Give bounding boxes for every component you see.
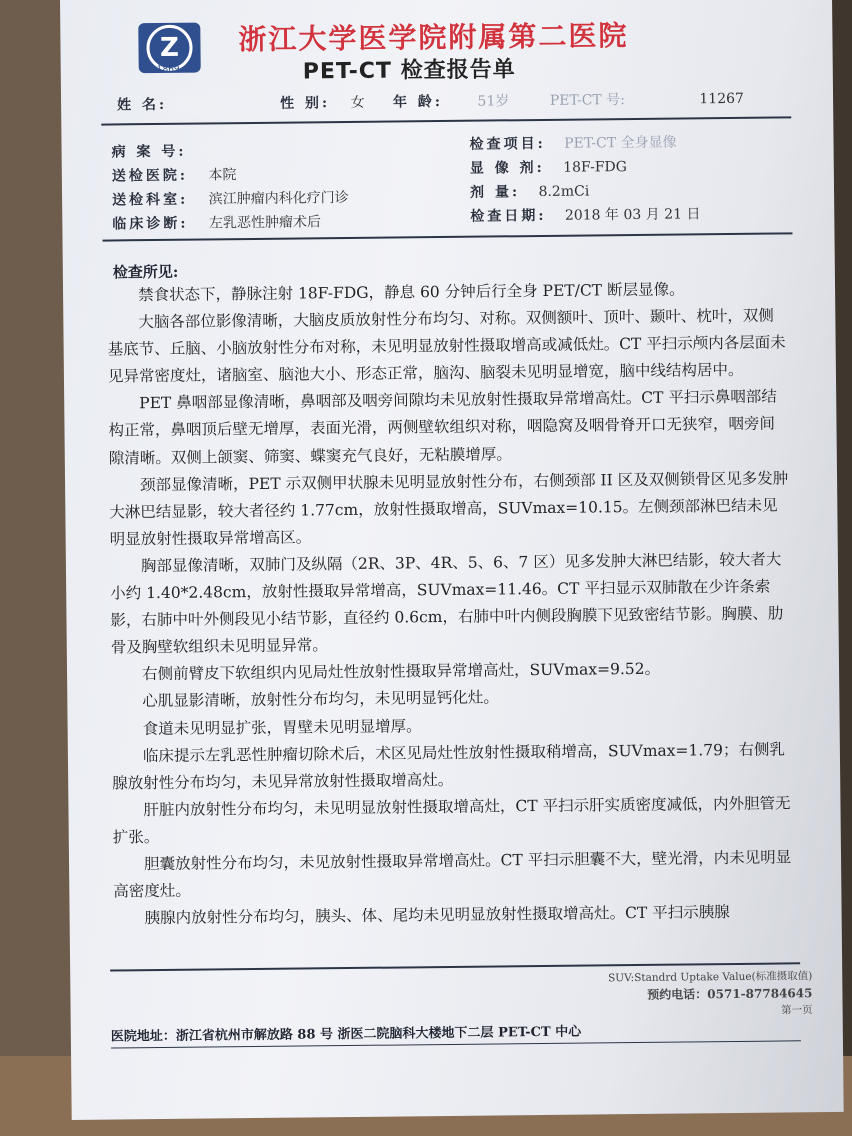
finding-paragraph: 胰腺内放射性分布均匀，胰头、体、尾均未见明显放射性摄取增高灶。CT 平扫示胰腺 (144, 903, 730, 928)
finding-paragraph: 大脑各部位影像清晰，大脑皮质放射性分布均匀、对称。双侧额叶、顶叶、颞叶、枕叶，双侧基底节、丘脑、小脑放射性分布对称，未见明显放射性摄取增高或减低灶。CT 平扫示颅内各层面未见异常密度灶，诸脑室、脑池大小、形态正常，脑沟、脑裂未见明显增宽，脑中线结构居中。 (107, 306, 786, 386)
petct-number: 11267 (699, 90, 744, 108)
item-label: 检查项目: (469, 135, 546, 153)
phone: 预约电话：0571-87784645 (647, 986, 813, 1002)
dose-value: 8.2mCi (538, 183, 590, 200)
gender-label: 性 别: (279, 95, 331, 112)
date-value: 2018 年 03 月 21 日 (564, 206, 701, 224)
gender-value: 女 (350, 94, 365, 111)
finding-paragraph: 右侧前臂皮下软组织内见局灶性放射性摄取异常增高灶，SUVmax=9.52。 (141, 660, 661, 684)
findings-body (107, 275, 794, 932)
case-label: 病 案 号: (111, 143, 187, 161)
dose-label: 剂 量: (469, 184, 521, 201)
name-label: 姓 名: (117, 96, 168, 114)
agent-row (470, 156, 627, 178)
age-value: 51岁 (477, 93, 510, 110)
findings-heading: 检查所见: (112, 262, 179, 282)
agent-label: 显 像 剂: (469, 159, 545, 177)
hospital-row (112, 164, 237, 185)
logo-z-icon: Z (159, 32, 180, 63)
finding-paragraph: 胸部显像清晰，双肺门及纵隔（2R、3P、4R、5、6、7 区）见多发肿大淋巴结影，较大者大小约 1.40*2.48cm，放射性摄取异常增高，SUVmax=11.46。CT 平扫显示双肺散在少许条索影，右肺中叶外侧段见小结节影，直径约 0.6cm，右肺中叶内侧段胸膜下见致密结节影。胸膜、肋骨及胸壁软组织未见明显异常。 (110, 550, 784, 657)
petct-label: PET-CT 号: (549, 92, 625, 109)
hospital-address: 医院地址：浙江省杭州市解放路 88 号 浙医二院脑科大楼地下二层 PET-CT 中心 (110, 1024, 582, 1045)
item-value: PET-CT 全身显像 (564, 134, 677, 152)
finding-paragraph: 肝脏内放射性分布均匀，未见明显放射性摄取增高灶，CT 平扫示肝实质密度减低，内外胆管无扩张。 (112, 794, 791, 847)
logo-year: 1869 (156, 64, 180, 75)
case-redacted (207, 142, 293, 161)
finding-paragraph: 临床提示左乳恶性肿瘤切除术后，术区见局灶性放射性摄取稍增高，SUVmax=1.79；右侧乳腺放射性分布均匀，未见异常放射性摄取增高灶。 (112, 740, 786, 793)
dept-row (112, 187, 349, 209)
patient-row (117, 88, 744, 115)
finding-paragraph: 食道未见明显扩张，胃壁未见明显增厚。 (142, 716, 422, 738)
divider-top (101, 116, 791, 125)
dept-label: 送检科室: (112, 191, 189, 209)
dose-row (470, 180, 589, 201)
finding-paragraph: 禁食状态下，静脉注射 18F-FDG，静息 60 分钟后行全身 PET/CT 断层显像。 (138, 280, 685, 305)
divider-info (103, 232, 793, 241)
name-redacted (172, 95, 258, 114)
report-title: PET-CT 检查报告单 (302, 57, 516, 85)
dept-value: 滨江肿瘤内科化疗门诊 (208, 189, 349, 208)
agent-value: 18F-FDG (563, 159, 628, 176)
item-row (469, 132, 676, 154)
age-label: 年 龄: (392, 93, 444, 111)
send-hospital-label: 送检医院: (111, 167, 189, 185)
finding-paragraph: 胆囊放射性分布均匀，未见放射性摄取异常增高灶。CT 平扫示胆囊不大，壁光滑，内未见明显高密度灶。 (113, 848, 792, 901)
finding-paragraph: PET 鼻咽部显像清晰，鼻咽部及咽旁间隙均未见放射性摄取异常增高灶。CT 平扫示鼻咽部结构正常，鼻咽顶后壁无增厚，表面光滑，两侧壁软组织对称，咽隐窝及咽骨脊开口无狭窄，咽旁间隙清晰。双侧上颌窦、筛窦、蝶窦充气良好，无粘膜增厚。 (108, 387, 777, 468)
diag-row (112, 211, 321, 233)
case-row (111, 140, 293, 162)
diag-label: 临床诊断: (112, 215, 189, 233)
hospital-name: 浙江大学医学院附属第二医院 (238, 19, 629, 57)
page-number: 第一页 (781, 1004, 813, 1017)
finding-paragraph: 心肌显影清晰，放射性分布均匀，未见明显钙化灶。 (142, 688, 499, 711)
report-sheet (60, 0, 844, 1120)
finding-paragraph: 颈部显像清晰，PET 示双侧甲状腺未见明显放射性分布，右侧颈部 II 区及双侧锁骨区见多发肿大淋巴结显影，较大者径约 1.77cm，放射性摄取增高，SUVmax=10.15。左侧颈部淋巴结未见明显放射性摄取异常增高区。 (109, 469, 789, 549)
send-hospital-value: 本院 (208, 167, 237, 184)
date-label: 检查日期: (470, 207, 547, 225)
diag-value: 左乳恶性肿瘤术后 (208, 214, 322, 232)
date-row (470, 203, 700, 225)
suv-note: SUV:Standrd Uptake Value(标准摄取值) (607, 970, 813, 985)
